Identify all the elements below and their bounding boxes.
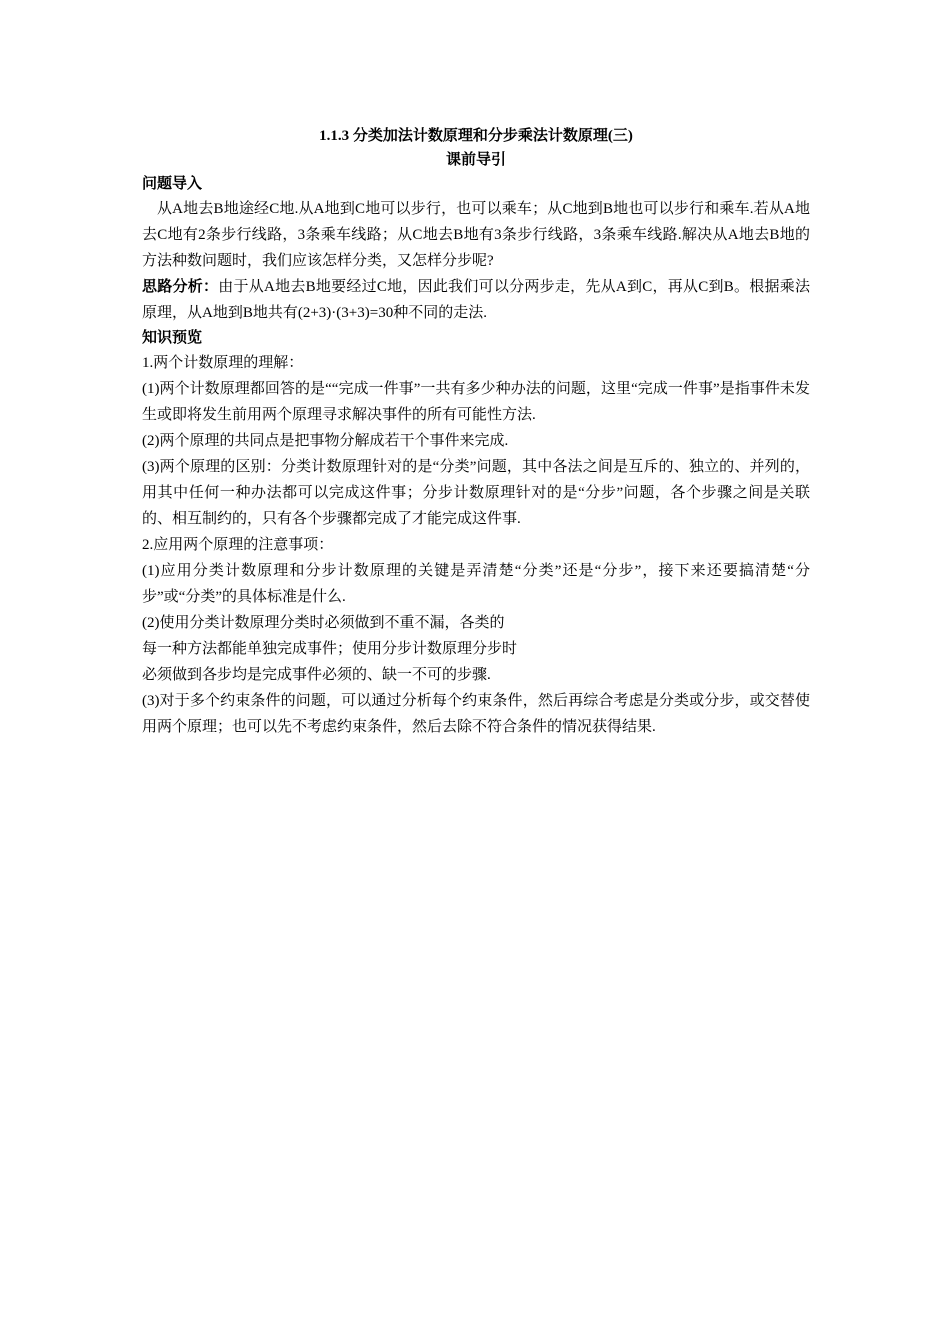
problem-intro-text: 从A地去B地途经C地.从A地到C地可以步行，也可以乘车；从C地到B地也可以步行和乘车.若从A地去C地有2条步行线路，3条乘车线路；从C地去B地有3条步行线路，3条乘车线路.解决从A地去B地的方法种数问题时，我们应该怎样分类，又怎样分步呢?: [142, 201, 810, 269]
item2-point3: (3)对于多个约束条件的问题，可以通过分析每个约束条件，然后再综合考虑是分类或分步，或交替使用两个原理；也可以先不考虑约束条件，然后去除不符合条件的情况获得结果.: [142, 693, 810, 735]
item1-point3: (3)两个原理的区别：分类计数原理针对的是“分类”问题，其中各法之间是互斥的、独立的、并列的，用其中任何一种办法都可以完成这件事；分步计数原理针对的是“分步”问题，各个步骤之间是关联的、相互制约的，只有各个步骤都完成了才能完成这件事.: [142, 459, 810, 527]
document-subtitle: 课前导引: [445, 152, 506, 168]
item1-point1: (1)两个计数原理都回答的是““完成一件事”一共有多少种办法的问题，这里“完成一件事”是指事件未发生或即将发生前用两个原理寻求解决事件的所有可能性方法.: [142, 381, 810, 423]
analysis-paragraph: [142, 274, 810, 326]
item1-title: 1.两个计数原理的理解：: [142, 355, 304, 371]
analysis-label: 思路分析：: [142, 279, 219, 295]
item1-point2: (2)两个原理的共同点是把事物分解成若干个事件来完成.: [142, 433, 509, 449]
item2-title: 2.应用两个原理的注意事项：: [142, 537, 334, 553]
section-heading-problem-intro: 问题导入: [142, 176, 203, 192]
item2-point1: (1)应用分类计数原理和分步计数原理的关键是弄清楚“分类”还是“分步”，接下来还要搞清楚“分步”或“分类”的具体标准是什么.: [142, 563, 810, 605]
analysis-text: 由于从A地去B地要经过C地，因此我们可以分两步走，先从A到C，再从C到B。根据乘法原理，从A地到B地共有(2+3)·(3+3)=30种不同的走法.: [142, 279, 810, 321]
item2-point2-line1: (2)使用分类计数原理分类时必须做到不重不漏，各类的: [142, 615, 505, 631]
document-page: [142, 124, 810, 740]
item2-point2-line3: 必须做到各步均是完成事件必须的、缺一不可的步骤.: [142, 667, 491, 683]
section-heading-knowledge-preview: 知识预览: [142, 330, 203, 346]
item2-point2: [142, 610, 810, 688]
item2-point2-line2: 每一种方法都能单独完成事件；使用分步计数原理分步时: [142, 641, 518, 657]
document-title: 1.1.3 分类加法计数原理和分步乘法计数原理(三): [319, 128, 633, 144]
